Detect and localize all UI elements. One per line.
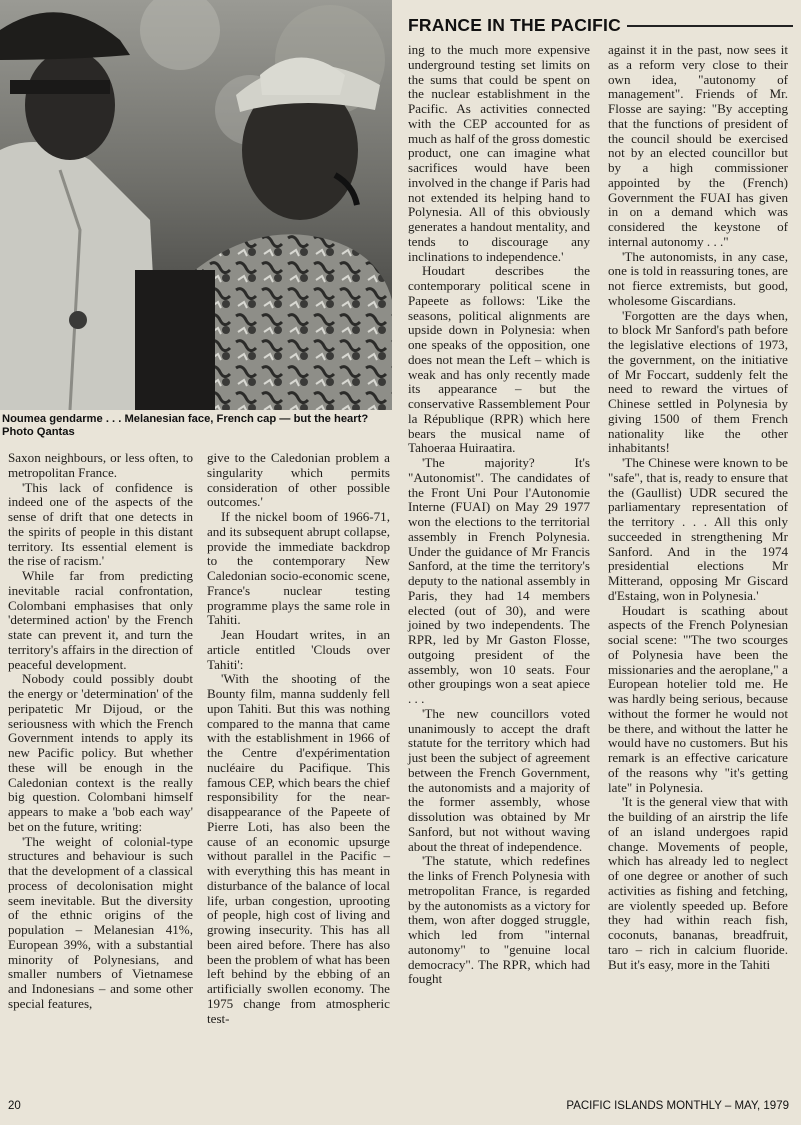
article-paragraph: If the nickel boom of 1966-71, and its subsequent abrupt collapse, provide the immediate backdrop to the contemporary New Caledonian socio-economic scene, France's nuclear testing programme plays the same role in Tahiti. — [207, 509, 390, 628]
publication-footer: PACIFIC ISLANDS MONTHLY – MAY, 1979 — [566, 1100, 789, 1112]
article-paragraph: Saxon neighbours, or less often, to metropolitan France. — [8, 450, 193, 480]
photo-gendarmes-image — [0, 0, 392, 410]
section-title: FRANCE IN THE PACIFIC — [408, 14, 621, 35]
article-photo — [0, 0, 392, 410]
article-paragraph: give to the Caledonian problem a singularity which permits consideration of other possible outcomes.' — [207, 450, 390, 510]
page-number: 20 — [8, 1100, 21, 1112]
article-paragraph: 'The majority? It's "Autonomist". The candidates of the Front Uni Pour l'Autonomie Interne (FUAI) on May 29 1977 won the elections to the territorial assembly in French Polynesia. Under the guidance of Mr Francis Sanford, at the time the territory's deputy to the national assembly in Paris, they had 14 members elected (out of 30), and were joined by two independents. The RPR, led by Mr Gaston Flosse, outgoing president of the assembly, won 10 seats. Four other groupings won a seat apiece . . . — [408, 455, 590, 706]
section-title-rule — [627, 25, 793, 27]
photo-caption: Noumea gendarme . . . Melanesian face, French cap — but the heart? Photo Qantas — [2, 413, 369, 438]
article-paragraph: 'The new councillors voted unanimously to accept the draft statute for the territory which had just been the subject of agreement between the French Government, the autonomists and a majority of the former assembly, whose dissolution was obtained by Mr Sanford, but not without waving about the threat of independence. — [408, 705, 590, 854]
article-paragraph: against it in the past, now sees it as a reform very close to their own idea, "autonomy of management". Friends of Mr. Flosse are saying: "By accepting that the functions of president of the council should be exercised not by an elected councillor but by a high commissioner appointed by the (French) Government the FUAI has given in on a demand which was considered the keystone of internal autonomy . . ." — [608, 42, 788, 249]
article-column-1 — [8, 451, 193, 1012]
article-column-3 — [408, 43, 590, 987]
article-paragraph: 'The statute, which redefines the links of French Polynesia with metropolitan France, is regarded by the autonomists as a victory for them, won after dogged struggle, which led from "internal autonomy" to "genuine local democracy". The RPR, which had fought — [408, 853, 590, 987]
section-header — [408, 12, 793, 38]
article-paragraph: Jean Houdart writes, in an article entitled 'Clouds over Tahiti': — [207, 627, 390, 672]
article-paragraph: 'The Chinese were known to be "safe", that is, ready to ensure that the (Gaullist) UDR secured the parliamentary representation of the territory . . . All this only succeeded in strengthening Mr Sanford. And in the 1974 presidential elections Mr Mitterand, opposing Mr Giscard d'Estaing, won in Polynesia.' — [608, 455, 788, 603]
article-paragraph: While far from predicting inevitable racial confrontation, Colombani emphasises that only 'determined action' by the French state can prevent it, and turn the territory's affairs in the direction of peaceful development. — [8, 568, 193, 672]
article-paragraph: Nobody could possibly doubt the energy or 'determination' of the peripatetic Mr Dijoud, or the seriousness with which the French Government intends to apply its new Pacific policy. But whether these will be enough in the Caledonian context is the really big question. Colombani himself appears to make a 'bob each way' bet on the future, writing: — [8, 671, 193, 834]
article-paragraph: 'It is the general view that with the building of an airstrip the life of an island undergoes rapid change. Movements of people, which has already led to neglect of one degree or another of such activities as fishing and fetching, are violently speeded up. Before they had within reach fish, coconuts, bananas, breadfruit, taro – rich in calcium fluoride. But it's easy, more in the Tahiti — [608, 794, 788, 972]
article-paragraph: 'With the shooting of the Bounty film, manna suddenly fell upon Tahiti. But this was nothing compared to the manna that came with the establishment in 1966 of the Centre d'expérimentation nucléaire du Pacifique. This famous CEP, which bears the chief responsibility for the near-disappearance of the Papeete of Pierre Loti, has also been the cause of an economic upsurge without parallel in the Pacific – with everything this has meant in disturbance of the balance of local life, urban congestion, uprooting of people, high cost of living and growing insecurity. This has all been aired before. There has also been the problem of what has been left behind by the ebbing of an artificially swollen economy. The 1975 change from atmospheric test- — [207, 671, 390, 1026]
article-paragraph: 'Forgotten are the days when, to block Mr Sanford's path before the legislative elections of 1973, the government, on the initiative of Mr Foccart, suddenly felt the need to reward the virtues of Chinese settled in Polynesia by giving 1500 of them French nationality like the other inhabitants! — [608, 307, 788, 456]
article-paragraph: Houdart describes the contemporary political scene in Papeete as follows: 'Like the seasons, political alignments are upside down in Polynesia: when one speaks of the opposition, one does not mean the Left – which is weak and has only recently made its appearance – but the conservative Rassemblement Pour la République (RPR) which here bears the musical name of Tahoeraa Huiraatira. — [408, 263, 590, 456]
article-paragraph: 'The autonomists, in any case, one is told in reassuring tones, are not fierce extremists, but good, wholesome Giscardians. — [608, 248, 788, 308]
article-paragraph: ing to the much more expensive underground testing set limits on the sums that could be spent on the nuclear establishment in the Pacific. As activities connected with the CEP accounted for as much as half of the gross domestic product, one can imagine what sacrifices would have been involved in the change if Paris had not extended its helping hand to Polynesia. All of this obviously generates a handout mentality, and tends to discourage any inclinations to independence.' — [408, 42, 590, 264]
article-column-4 — [608, 43, 788, 972]
article-paragraph: Houdart is scathing about aspects of the French Polynesian social scene: "'The two scourges of Polynesia have been the missionaries and the aeroplane," a European hotelier told me. He was hardly being serious, because without the former he would not be there, and without the latter he would have no customers. But his remark is an effective caricature of the reasons why "it's getting late" in Polynesia. — [608, 602, 788, 795]
article-column-2 — [207, 451, 390, 1026]
article-paragraph: 'This lack of confidence is indeed one of the aspects of the sense of drift that one detects in the spirits of people in this distant territory. Its essential element is the rise of racism.' — [8, 479, 193, 569]
article-paragraph: 'The weight of colonial-type structures and behaviour is such that the development of a classical process of decolonisation might seem inevitable. But the diversity of the ethnic origins of the population – Melanesian 41%, European 39%, with a substantial minority of Polynesians, and smaller numbers of Vietnamese and Indonesians – and some other special features, — [8, 833, 193, 1011]
